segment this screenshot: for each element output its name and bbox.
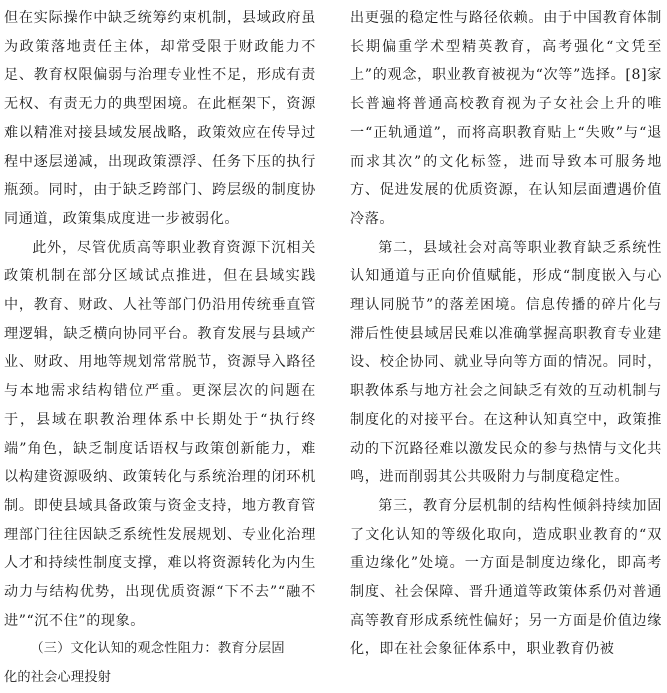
paragraph: 此外，尽管优质高等职业教育资源下沉相关政策机制在部分区域试点推进，但在县域实践中，教育、财政、人社等部门仍沿用传统垂直管理逻辑，缺乏横向协同平台。教育发展与县域产业、财政、用地等规划常常脱节，资源导入路径与本地需求结构错位严重。更深层次的问题在于，县域在职教治理体系中长期处于“执行终端”角色，缺乏制度话语权与政策创新能力，难以构建资源吸纳、政策转化与系统治理的闭环机制。即使县域具备政策与资金支持，地方教育管理部门往往因缺乏系统性发展规划、专业化治理人才和持续性制度支撑，难以将资源转化为内生动力与结构优势，出现优质资源“下不去”“融不进”“沉不住”的现象。 <box>4 239 316 629</box>
left-column <box>4 4 316 693</box>
section-heading-line-1: （三）文化认知的观念性阻力：教育分层固 <box>30 641 285 657</box>
paragraph: 第三，教育分层机制的结构性倾斜持续加固了文化认知的等级化取向，造成职业教育的“双重边缘化”处境。一方面是制度边缘化，即高考制度、社会保障、晋升通道等政策体系仍对普通高等教育形成系统性偏好；另一方面是价值边缘化，即在社会象征体系中，职业教育仍被 <box>350 497 662 658</box>
section-heading-line-2: 化的社会心理投射 <box>4 670 112 686</box>
paragraph: 第二，县域社会对高等职业教育缺乏系统性认知通道与正向价值赋能，形成“制度嵌入与心理认同脱节”的落差困境。信息传播的碎片化与滞后性使县域居民难以准确掌握高职教育专业建设、校企协同、就业导向等方面的情况。同时，职教体系与地方社会之间缺乏有效的互动机制与制度化的对接平台。在这种认知真空中，政策推动的下沉路径难以激发民众的参与热情与文化共鸣，进而削弱其公共吸附力与制度稳定性。 <box>350 239 662 486</box>
paragraph-continued: 但在实际操作中缺乏统筹约束机制，县域政府虽为政策落地责任主体，却常受限于财政能力不足、教育权限偏弱与治理专业性不足，形成有责无权、有责无力的典型困境。在此框架下，资源难以精准对接县域发展战略，政策效应在传导过程中逐层递减，出现政策漂浮、任务下压的执行瓶颈。同时，由于缺乏跨部门、跨层级的制度协同通道，政策集成度进一步被弱化。 <box>4 10 316 227</box>
right-column <box>350 4 662 664</box>
paragraph-continued: 出更强的稳定性与路径依赖。由于中国教育体制长期偏重学术型精英教育，高考强化“文凭至上”的观念，职业教育被视为“次等”选择。[8]家长普遍将普通高校教育视为子女社会上升的唯一“正轨通道”，而将高职教育贴上“失败”与“退而求其次”的文化标签，进而导致本可服务地方、促进发展的优质资源，在认知层面遭遇价值冷落。 <box>350 10 662 227</box>
